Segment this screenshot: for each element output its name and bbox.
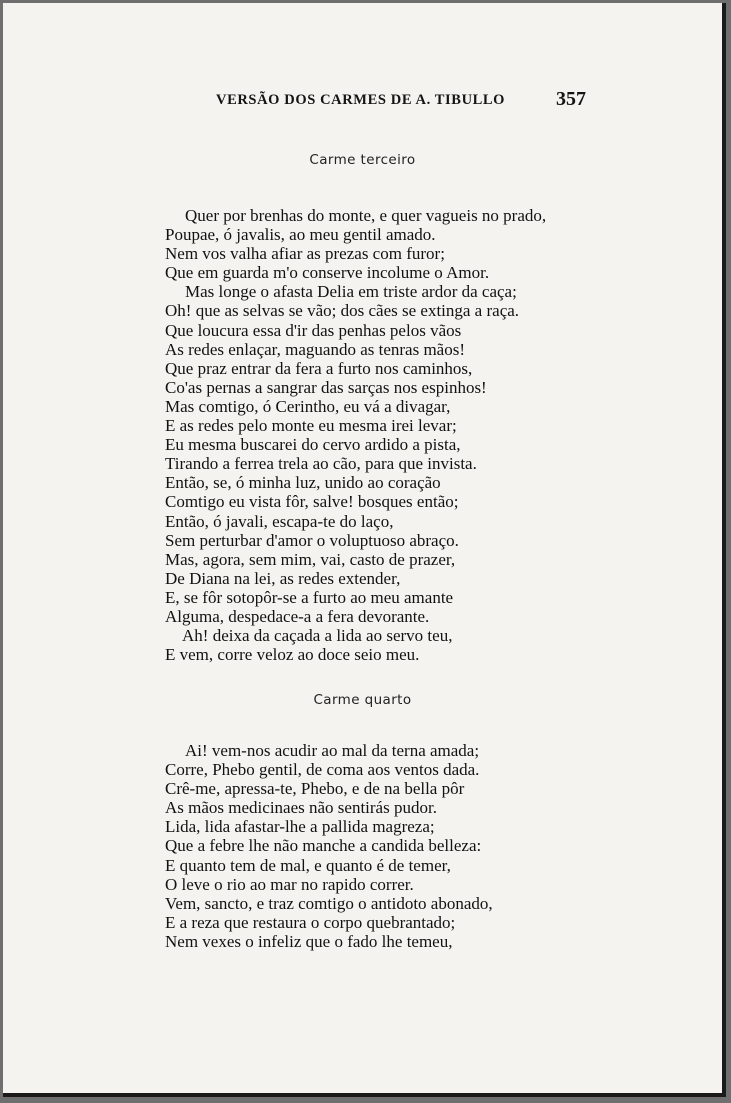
verse-line: E as redes pelo monte eu mesma irei levar; xyxy=(165,416,457,436)
verse-line: Comtigo eu vista fôr, salve! bosques então; xyxy=(165,492,459,512)
verse-line: Que em guarda m'o conserve incolume o Amor. xyxy=(165,263,490,283)
verse-line: Ai! vem-nos acudir ao mal da terna amada; xyxy=(185,741,480,760)
verse-line: O leve o rio ao mar no rapido correr. xyxy=(165,874,414,894)
verse-line: Co'as pernas a sangrar das sarças nos espinhos! xyxy=(165,377,487,397)
book-page xyxy=(3,3,726,1097)
verse-line: Lida, lida afastar-lhe a pallida magreza; xyxy=(165,817,435,837)
verse-line: E vem, corre veloz ao doce seio meu. xyxy=(165,645,420,665)
verse-line: Nem vexes o infeliz que o fado lhe temeu, xyxy=(165,931,453,951)
verse-line: Que praz entrar da fera a furto nos caminhos, xyxy=(165,358,473,378)
running-title: VERSÃO DOS CARMES DE A. TIBULLO xyxy=(216,92,506,108)
section-title-carme-quarto: Carme quarto xyxy=(313,692,412,708)
verse-line: Poupae, ó javalis, ao meu gentil amado. xyxy=(165,225,436,245)
verse-line: Então, se, ó minha luz, unido ao coração xyxy=(165,473,441,493)
verse-line: Nem vos valha afiar as prezas com furor; xyxy=(165,244,445,264)
verse-line: Então, ó javali, escapa-te do laço, xyxy=(165,511,394,531)
section-title-carme-terceiro: Carme terceiro xyxy=(309,152,416,168)
verse-line: Alguma, despedace-a a fera devorante. xyxy=(165,606,430,626)
verse-line: Que a febre lhe não manche a candida belleza: xyxy=(165,836,482,856)
verse-line: Que loucura essa d'ir das penhas pelos vãos xyxy=(165,320,462,340)
verse-line: E, se fôr sotopôr-se a furto ao meu amante xyxy=(165,587,454,607)
page-number: 357 xyxy=(556,88,586,110)
verse-line: As redes enlaçar, maguando as tenras mãos! xyxy=(165,339,466,359)
verse-line: E a reza que restaura o corpo quebrantado; xyxy=(165,912,456,932)
verse-line: Mas comtigo, ó Cerintho, eu vá a divagar, xyxy=(165,396,451,416)
poem-carme-quarto xyxy=(165,741,595,951)
verse-line: Eu mesma buscarei do cervo ardido a pista, xyxy=(165,435,461,455)
verse-line: Vem, sancto, e traz comtigo o antidoto abonado, xyxy=(165,893,493,913)
verse-line: De Diana na lei, as redes extender, xyxy=(165,568,401,588)
verse-line: Crê-me, apressa-te, Phebo, e de na bella pôr xyxy=(165,779,465,799)
verse-line: Sem perturbar d'amor o voluptuoso abraço. xyxy=(165,530,459,550)
verse-line: Mas, agora, sem mim, vai, casto de prazer, xyxy=(165,549,456,569)
verse-line: E quanto tem de mal, e quanto é de temer, xyxy=(165,855,451,875)
poem-carme-terceiro xyxy=(165,206,595,664)
page-header xyxy=(216,90,586,112)
verse-line: Tirando a ferrea trela ao cão, para que invista. xyxy=(165,454,477,474)
verse-line: Mas longe o afasta Delia em triste ardor da caça; xyxy=(185,282,517,302)
verse-line: Quer por brenhas do monte, e quer vagueis no prado, xyxy=(185,206,547,225)
verse-line: As mãos medicinaes não sentirás pudor. xyxy=(165,798,437,818)
verse-line: Oh! que as selvas se vão; dos cães se extinga a raça. xyxy=(165,301,520,321)
verse-line: Corre, Phebo gentil, de coma aos ventos dada. xyxy=(165,760,480,780)
verse-line: Ah! deixa da caçada a lida ao servo teu, xyxy=(182,626,453,646)
